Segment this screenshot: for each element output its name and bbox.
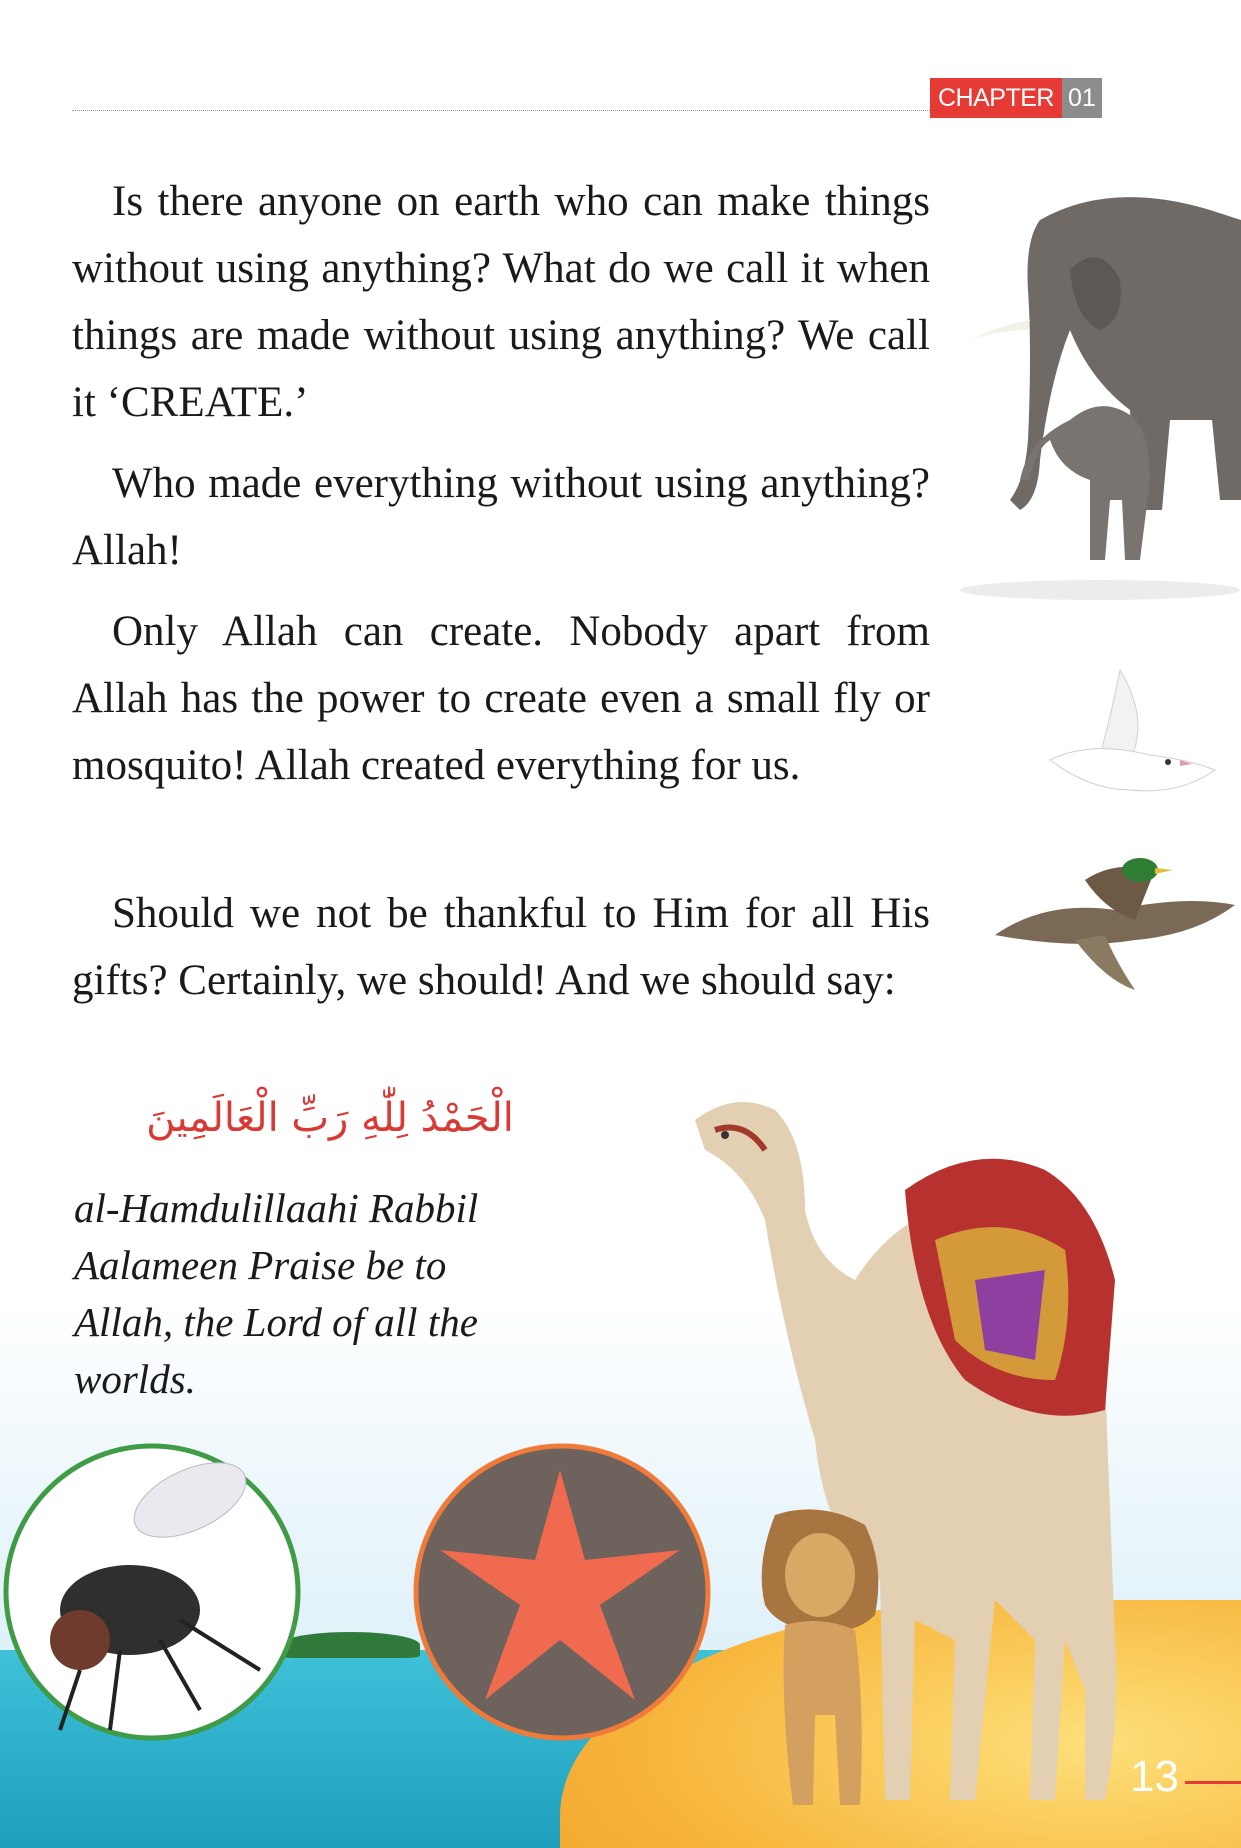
- header-rule: [72, 110, 930, 111]
- chapter-number: 01: [1062, 78, 1102, 118]
- paragraph-who-made: Who made everything without using anything? Allah!: [72, 460, 930, 574]
- elephant-illustration: [950, 180, 1241, 600]
- fly-photo: [0, 1440, 305, 1745]
- lion-illustration: [735, 1505, 905, 1815]
- chapter-tag: [930, 78, 1102, 118]
- page-number: 13: [1130, 1752, 1179, 1801]
- page-number-rule: [1185, 1781, 1241, 1784]
- chapter-label: CHAPTER: [930, 78, 1062, 118]
- paragraph-only-allah: Only Allah can create. Nobody apart from Allah has the power to create even a small fly or mosquito! Allah created everything for us.: [72, 608, 930, 789]
- paragraph-create: Is there anyone on earth who can make things without using anything? What do we call it when things are made without using anything? We call it ‘CREATE.’: [72, 178, 930, 426]
- starfish-photo: [410, 1440, 715, 1745]
- arabic-dua: الْحَمْدُ لِلّٰهِ رَبِّ الْعَالَمِينَ: [146, 1095, 514, 1141]
- paragraph-thankful: Should we not be thankful to Him for all His gifts? Certainly, we should! And we should say:: [72, 890, 930, 1004]
- dove-illustration: [1000, 660, 1230, 830]
- duck-illustration: [985, 840, 1241, 990]
- dua-transliteration: al-Hamdulillaahi Rabbil Aalameen Praise be to Allah, the Lord of all the worlds.: [74, 1185, 479, 1402]
